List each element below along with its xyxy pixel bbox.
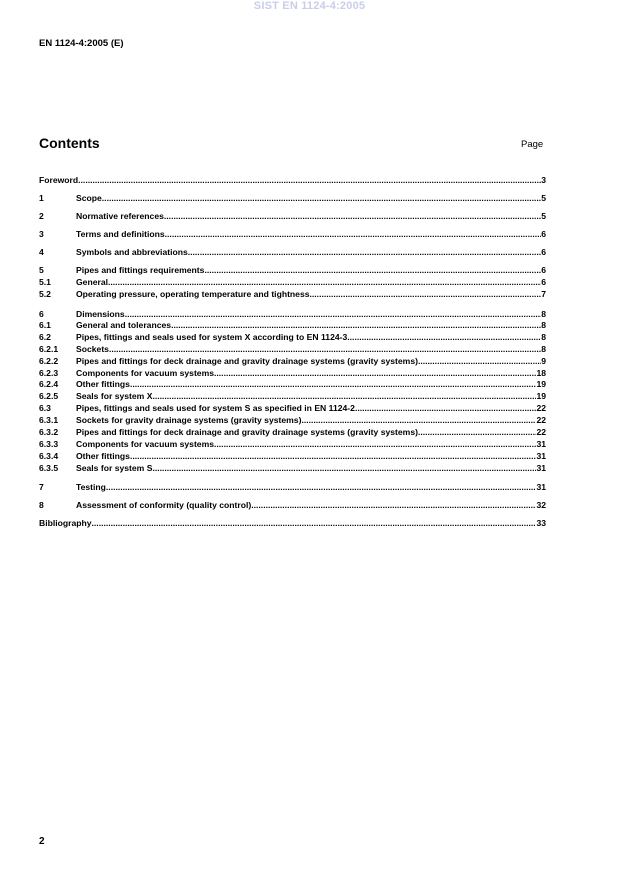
dot-leader [165,228,542,240]
toc-entry-title: Symbols and abbreviations [76,247,188,257]
dot-leader [108,276,541,288]
toc-entry-number: 6.3.4 [39,451,59,461]
toc-entry[interactable] [39,288,546,300]
dot-leader [130,378,536,390]
toc-entry-title: Sockets [76,344,109,354]
toc-entry[interactable] [39,517,546,529]
toc-entry-number: 5.2 [39,289,51,299]
toc-entry-title: Bibliography [39,518,92,528]
toc-entry-title: Terms and definitions [76,229,165,239]
page-number: 2 [39,836,45,847]
toc-entry-title: Dimensions [76,309,125,319]
toc-entry[interactable] [39,426,546,438]
toc-entry[interactable] [39,276,546,288]
toc-entry-page: 22 [536,415,546,425]
toc-entry-number: 6.2 [39,332,51,342]
toc-entry-page: 22 [536,403,546,413]
toc-entry-page: 3 [541,175,546,185]
toc-entry-page: 6 [541,265,546,275]
toc-entry[interactable] [39,174,546,186]
toc-entry-page: 8 [541,320,546,330]
toc-entry-number: 6.3.5 [39,463,59,473]
toc-entry-title: Normative references [76,211,164,221]
dot-leader [78,174,541,186]
toc-entry-title: Pipes, fittings and seals used for system S as specified in EN 1124-2 [76,403,355,413]
toc-entry-title: Components for vacuum systems [76,368,215,378]
toc-entry-page: 6 [541,277,546,287]
toc-entry[interactable] [39,192,546,204]
dot-leader [106,481,537,493]
toc-entry-number: 6.3.1 [39,415,59,425]
toc-entry-page: 31 [536,451,546,461]
toc-entry-page: 19 [536,379,546,389]
toc-entry-number: 6.2.1 [39,344,59,354]
toc-entry-page: 8 [541,309,546,319]
toc-entry-number: 5.1 [39,277,51,287]
toc-entry-number: 6.3.3 [39,439,59,449]
toc-entry-number: 6.2.4 [39,379,59,389]
toc-entry-title: Operating pressure, operating temperature and tightness [76,289,310,299]
toc-entry-number: 8 [39,500,44,510]
toc-entry-page: 32 [536,500,546,510]
toc-entry-page: 31 [536,482,546,492]
toc-entry[interactable] [39,210,546,222]
toc-entry-title: Seals for system X [76,391,153,401]
toc-entry-page: 8 [541,344,546,354]
toc-entry[interactable] [39,438,546,450]
dot-leader [102,192,541,204]
toc-entry-title: Pipes and fittings requirements [76,265,205,275]
dot-leader [171,319,541,331]
toc-entry-title: Other fittings [76,379,130,389]
toc-entry-page: 31 [536,439,546,449]
dot-leader [130,450,536,462]
toc-entry-number: 6.2.5 [39,391,59,401]
toc-entry-title: General [76,277,109,287]
toc-entry-number: 6.3 [39,403,51,413]
toc-entry[interactable] [39,264,546,276]
dot-leader [347,331,541,343]
toc-entry[interactable] [39,319,546,331]
toc-entry[interactable] [39,378,546,390]
toc-entry-number: 2 [39,211,44,221]
dot-leader [355,402,537,414]
dot-leader [418,355,541,367]
toc-entry-page: 22 [536,427,546,437]
dot-leader [152,462,536,474]
toc-entry-page: 6 [541,247,546,257]
dot-leader [188,246,541,258]
toc-entry[interactable] [39,390,546,402]
dot-leader [109,343,541,355]
toc-entry[interactable] [39,414,546,426]
toc-entry-number: 1 [39,193,44,203]
dot-leader [310,288,542,300]
toc-entry[interactable] [39,499,546,511]
toc-entry-title: Pipes, fittings and seals used for system X according to EN 1124-3 [76,332,348,342]
toc-entry-title: Scope [76,193,102,203]
toc-entry-page: 33 [536,518,546,528]
document-id: EN 1124-4:2005 (E) [39,38,124,49]
toc-entry-number: 6 [39,309,44,319]
toc-entry-page: 18 [536,368,546,378]
toc-entry-number: 6.2.3 [39,368,59,378]
dot-leader [301,414,536,426]
toc-entry-title: Pipes and fittings for deck drainage and gravity drainage systems (gravity systems) [76,427,418,437]
toc-entry-title: Assessment of conformity (quality control) [76,500,252,510]
toc-entry-page: 19 [536,391,546,401]
toc-entry-title: Other fittings [76,451,130,461]
toc-entry-title: Components for vacuum systems [76,439,215,449]
toc-entry-title: Seals for system S [76,463,153,473]
dot-leader [214,438,536,450]
toc-entry-page: 7 [541,289,546,299]
toc-entry[interactable] [39,481,546,493]
toc-entry[interactable] [39,343,546,355]
dot-leader [418,426,536,438]
dot-leader [251,499,536,511]
dot-leader [204,264,541,276]
dot-leader [164,210,541,222]
toc-entry-title: Pipes and fittings for deck drainage and gravity drainage systems (gravity systems) [76,356,418,366]
toc-entry-page: 31 [536,463,546,473]
toc-entry[interactable] [39,462,546,474]
toc-entry[interactable] [39,246,546,258]
toc-entry[interactable] [39,331,546,343]
toc-entry-number: 6.3.2 [39,427,59,437]
toc-entry-number: 6.2.2 [39,356,59,366]
toc-entry-page: 6 [541,229,546,239]
toc-entry-number: 6.1 [39,320,51,330]
dot-leader [152,390,536,402]
toc-entry-number: 4 [39,247,44,257]
contents-title: Contents [39,135,100,151]
toc-entry[interactable] [39,450,546,462]
watermark: SIST EN 1124-4:2005 [253,0,366,12]
toc-entry-page: 9 [541,356,546,366]
toc-entry-title: Foreword [39,175,79,185]
toc-entry[interactable] [39,355,546,367]
toc-entry-title: General and tolerances [76,320,172,330]
toc-entry-number: 3 [39,229,44,239]
toc-entry-page: 5 [541,211,546,221]
toc-entry-number: 5 [39,265,44,275]
toc-entry-title: Sockets for gravity drainage systems (gravity systems) [76,415,302,425]
toc-entry[interactable] [39,402,546,414]
page-column-label: Page [521,139,544,150]
toc-entry-page: 8 [541,332,546,342]
toc-entry-page: 5 [541,193,546,203]
toc-entry-number: 7 [39,482,44,492]
toc-entry-title: Testing [76,482,106,492]
dot-leader [92,517,537,529]
toc-entry[interactable] [39,228,546,240]
